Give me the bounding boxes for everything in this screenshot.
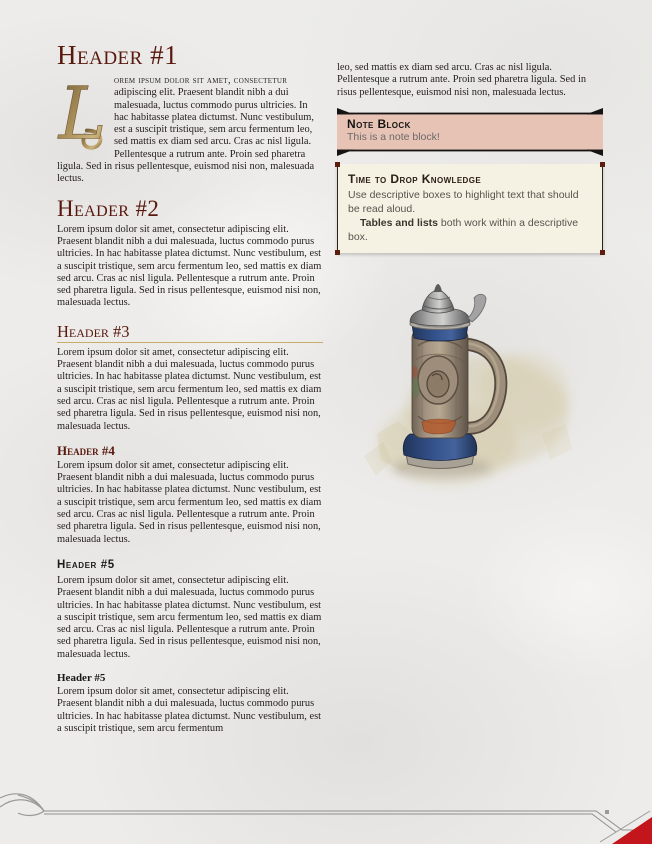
descriptive-line1: Use descriptive boxes to highlight text that should be read aloud. bbox=[348, 188, 579, 215]
footer-rule-dot bbox=[605, 810, 609, 814]
intro-smallcaps: orem ipsum dolor sit amet, consectetur bbox=[114, 75, 288, 86]
right-column bbox=[337, 62, 603, 253]
footer-flourish-icon bbox=[0, 794, 44, 816]
descriptive-line2-rest: both work within a descriptive box. bbox=[348, 216, 579, 243]
descriptive-line2 bbox=[348, 216, 592, 244]
section-paragraph: Lorem ipsum dolor sit amet, consectetur adipiscing elit. Praesent blandit nibh a dui malesuada, luctus commodo purus ultricies. In hac habitasse platea dictumst. Nunc vestibulum, est a suscipit tristique, sem arcu fermentum leo, sed mattis ex diam sed arcu. Cras ac nisl ligula. Pellentesque a rutrum ante. Proin sed pharetra ligula. Sed in risus pellentesque, euismod nisi non, malesuada lectus. bbox=[57, 459, 322, 545]
section-paragraph: Lorem ipsum dolor sit amet, consectetur adipiscing elit. Praesent blandit nibh a dui malesuada, luctus commodo purus ultricies. In hac habitasse platea dictumst. Nunc vestibulum, est a suscipit tristique, sem arcu fermentum leo, sed mattis ex diam sed arcu. Cras ac nisl ligula. Pellentesque a rutrum ante. Proin sed pharetra ligula. Sed in risus pellentesque, euismod nisi non, malesuada lectus. bbox=[57, 223, 322, 309]
continuation-paragraph: leo, sed mattis ex diam sed arcu. Cras ac nisl ligula. Pellentesque a rutrum ante. Proin sed pharetra ligula. Sed in risus pellentesque, euismod nisi non, malesuada lectus. bbox=[337, 62, 587, 98]
descriptive-line2-bold: Tables and lists bbox=[360, 216, 438, 229]
section-header-3: Header #3 bbox=[57, 322, 323, 343]
page-title: Header #1 bbox=[57, 40, 179, 70]
corner-dot bbox=[600, 250, 605, 255]
corner-dot bbox=[335, 250, 340, 255]
corner-dot bbox=[600, 162, 605, 167]
corner-dot bbox=[335, 162, 340, 167]
intro-paragraph bbox=[57, 75, 323, 186]
section-header-4: Header #4 bbox=[57, 442, 115, 458]
section-header-6: Header #5 bbox=[57, 671, 106, 684]
section-paragraph: Lorem ipsum dolor sit amet, consectetur adipiscing elit. Praesent blandit nibh a dui malesuada, luctus commodo purus ultricies. In hac habitasse platea dictumst. Nunc vestibulum, est a suscipit tristique, sem arcu fermentum leo, sed mattis ex diam sed arcu. Cras ac nisl ligula. Pellentesque a rutrum ante. Proin sed pharetra ligula. Sed in risus pellentesque, euismod nisi non, malesuada lectus. bbox=[57, 574, 322, 660]
section-paragraph: Lorem ipsum dolor sit amet, consectetur adipiscing elit. Praesent blandit nibh a dui malesuada, luctus commodo purus ultricies. In hac habitasse platea dictumst. Nunc vestibulum, est a suscipit tristique, sem arcu fermentum bbox=[57, 685, 322, 734]
note-body: This is a note block! bbox=[347, 130, 440, 143]
svg-text:L: L bbox=[58, 76, 107, 154]
dropcap-letter bbox=[57, 76, 107, 154]
section-paragraph: Lorem ipsum dolor sit amet, consectetur adipiscing elit. Praesent blandit nibh a dui malesuada, luctus commodo purus ultricies. In hac habitasse platea dictumst. Nunc vestibulum, est a suscipit tristique, sem arcu fermentum leo, sed mattis ex diam sed arcu. Cras ac nisl ligula. Pellentesque a rutrum ante. Proin sed pharetra ligula. Sed in risus pellentesque, euismod nisi non, malesuada lectus. bbox=[57, 346, 322, 432]
footer-decoration bbox=[0, 784, 652, 844]
descriptive-box bbox=[337, 164, 603, 253]
section-header-5: Header #5 bbox=[57, 558, 115, 571]
descriptive-title: Time to Drop Knowledge bbox=[348, 171, 482, 186]
beer-stein-illustration bbox=[352, 284, 602, 496]
left-column bbox=[57, 40, 323, 735]
footer-rule bbox=[44, 811, 652, 832]
section-header-2: Header #2 bbox=[57, 195, 160, 221]
note-title: Note Block bbox=[347, 116, 411, 131]
note-block bbox=[337, 108, 603, 156]
intro-text: adipiscing elit. Praesent blandit nibh a dui malesuada, luctus commodo purus ultricies. In hac habitasse platea dictumst. Nunc vestibulum, est a suscipit tristique, sem arcu fermentum leo, sed mattis ex diam sed arcu. Cras ac nisl ligula. Pellentesque a rutrum ante. Proin sed pharetra ligula. Sed in risus pellentesque, euismod nisi non, malesuada lectus. bbox=[57, 87, 315, 185]
